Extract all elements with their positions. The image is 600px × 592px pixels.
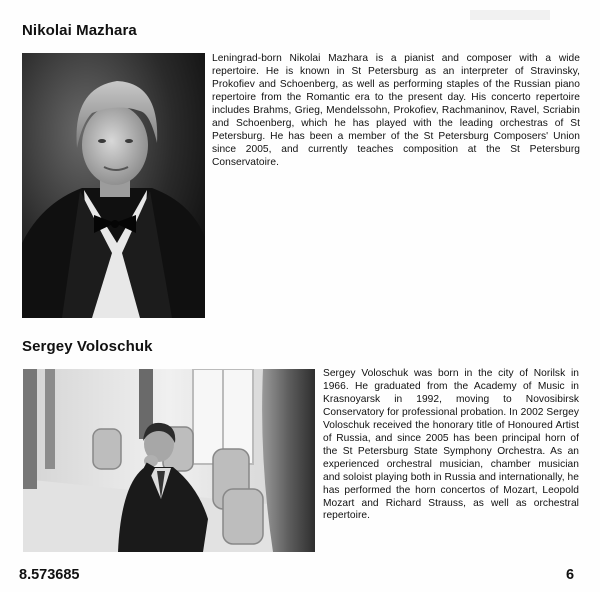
artist-biography: Leningrad-born Nikolai Mazhara is a pianist and composer with a wide repertoire. He is known in St Petersburg as an interpreter of Stravinsky, Prokofiev and Schoenberg, as well as performing staples of the Russian piano repertoire from the Romantic era to the present day. His concerto repertoire includes Brahms, Grieg, Mendelssohn, Prokofiev, Rachmaninov, Ravel, Scriabin and Schoenberg, which he has played with the leading orchestras of St Petersburg. He has been a member of the St Petersburg Composers' Union since 2005, and currently teaches composition at the St Petersburg Conservatoire.: [212, 53, 580, 168]
artist-name-heading: Nikolai Mazhara: [22, 22, 137, 39]
page-number: 6: [566, 567, 575, 583]
horn-player-photo: [23, 369, 315, 552]
pianist-portrait-photo: [22, 53, 205, 318]
bleed-through-mark: [470, 10, 550, 20]
catalog-number: 8.573685: [19, 567, 80, 583]
artist-name-heading: Sergey Voloschuk: [22, 338, 153, 355]
artist-biography: Sergey Voloschuk was born in the city of Norilsk in 1966. He graduated from the Academy of Music in Krasnoyarsk in 1992, moving to Novosibirsk Conservatory for professional probation. In 2002 Sergey Voloschuk received the honorary title of Honoured Artist of Russia, and since 2005 has been principal horn of the St Petersburg State Symphony Orchestra. As an experienced orchestral musician, chamber musician and soloist playing both in Russia and internationally, he has performed the horn concertos of Mozart, Leopold Mozart and Richard Strauss, as well as orchestral repertoire.: [323, 368, 579, 522]
